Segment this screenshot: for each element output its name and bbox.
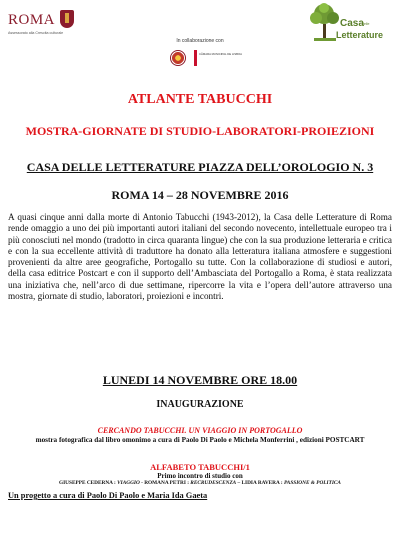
section-title: ALFABETO TABUCCHI/1	[150, 462, 250, 472]
venue-address: CASA DELLE LETTERATURE PIAZZA DELL’OROLOGIO N. 3	[26, 160, 374, 174]
lisboa-logo-text: CÂMARA MUNICIPAL DE LISBOA	[199, 52, 243, 56]
project-credits: Un progetto a cura di Paolo Di Paolo e Maria Ida Gaeta	[8, 491, 208, 500]
speaker-topic: PASSIONE & POLITICA	[283, 480, 341, 486]
speaker-separator: –	[236, 480, 242, 486]
page-subtitle: MOSTRA-GIORNATE DI STUDIO-LABORATORI-PROIEZIONI	[25, 124, 375, 138]
roma-logo-text: ROMA	[8, 12, 56, 28]
exhibition-title: CERCANDO TABUCCHI. UN VIAGGIO IN PORTOGALLO	[97, 426, 303, 435]
casa-logo-word-1: Casa	[340, 18, 364, 29]
exhibition-description: mostra fotografica dal libro omonimo a cura di Paolo Di Paolo e Michela Monferrini , edizioni POSTCART	[35, 436, 365, 444]
speaker-name: GIUSEPPE CEDERNA :	[59, 480, 116, 486]
speakers-line	[0, 480, 400, 486]
speaker-separator: -	[139, 480, 145, 486]
speaker-name: LIDIA RAVERA :	[241, 480, 283, 486]
intro-paragraph: A quasi cinque anni dalla morte di Antonio Tabucchi (1943-2012), la Casa delle Letterature di Roma rende omaggio a uno dei più importanti autori italiani del secondo novecento, intellettuale europeo tra i più conosciuti nel mondo (tradotto in circa quaranta lingue) che con la sua produzione letteraria e critica e con la sua eccellente attività di traduttore ha donato alla letteratura italiana atmosfere e suggestioni provenienti da altre aree geografiche, Portogallo su tutte. Con la collaborazione di studiosi e autori, della casa editrice Postcart e con il supporto dell’Ambasciata del Portogallo a Roma, è stata realizzata una iniziativa che, nell’arco di due settimane, ripercorre la vita e l’opera dell’autore attraverso una mostra, giornate di studio, laboratori, proiezioni e incontri.	[8, 212, 392, 302]
casa-logo-word-3: Letterature	[336, 30, 384, 40]
speaker-topic: RECRUDESCENZA	[190, 480, 237, 486]
roma-shield-icon	[60, 10, 74, 28]
section-subtitle: Primo incontro di studio con	[157, 472, 243, 480]
opening-label: INAUGURAZIONE	[156, 399, 244, 410]
page-title: ATLANTE TABUCCHI	[127, 92, 273, 107]
portugal-emblem-icon	[170, 50, 186, 66]
speaker-topic: VIAGGIO	[117, 480, 140, 486]
casa-logo-word-2: delle	[362, 22, 370, 26]
casa-letterature-logo	[302, 2, 388, 50]
speaker-name: ROMANA PETRI :	[144, 480, 189, 486]
roma-logo-subtitle: Assessorato alla Crescita culturale	[8, 31, 64, 35]
collaboration-label: In collaborazione con	[176, 38, 224, 44]
lisboa-logo-bar	[194, 50, 197, 66]
event-dates: ROMA 14 – 28 NOVEMBRE 2016	[111, 188, 289, 202]
opening-date: LUNEDI 14 NOVEMBRE ORE 18.00	[102, 373, 298, 387]
lisboa-logo	[194, 50, 243, 66]
